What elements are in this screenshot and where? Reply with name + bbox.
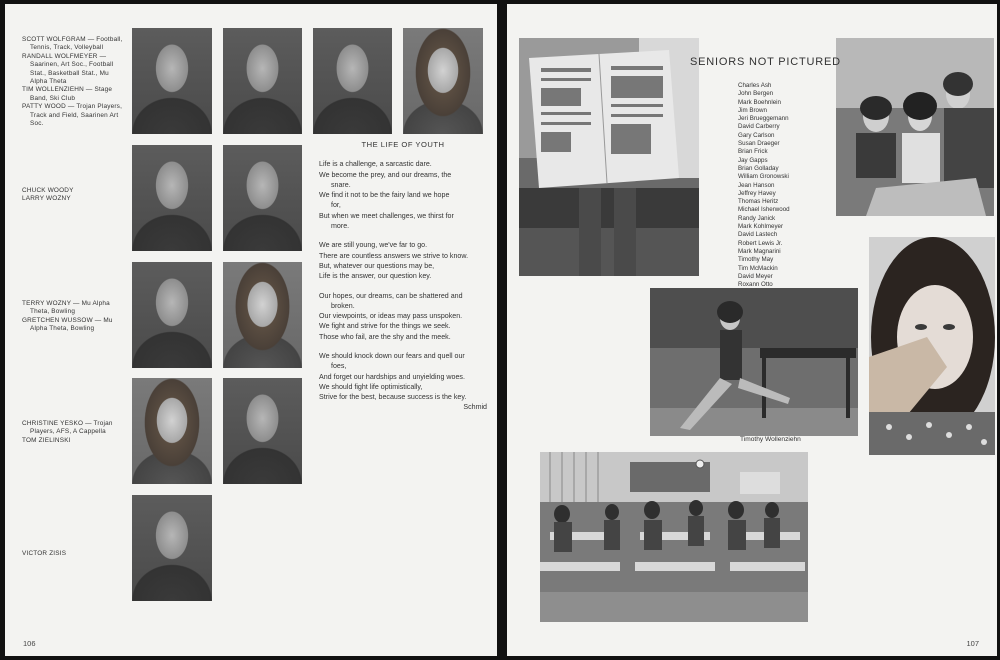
poem-line: for, xyxy=(331,201,341,210)
poem-line: We should knock down our fears and quell our xyxy=(319,352,465,361)
caption-line: Soc. xyxy=(30,120,44,128)
poem xyxy=(319,140,487,412)
poem-line: We become the prey, and our dreams, the xyxy=(319,170,452,179)
portrait-photo xyxy=(132,378,212,484)
portrait-photo xyxy=(132,262,212,368)
senior-name: Gary Carlson xyxy=(738,131,775,139)
caption-line: CHUCK WOODY xyxy=(22,187,74,194)
senior-name: Jean Hanson xyxy=(738,181,775,189)
caption-line: SCOTT WOLFGRAM — Football, xyxy=(22,36,123,43)
poem-line: broken. xyxy=(331,301,355,310)
senior-name: Michael Isherwood xyxy=(738,206,790,214)
portrait-photo xyxy=(403,28,483,134)
caption-line: Track and Field, Saarinen Art xyxy=(30,111,119,119)
senior-name: Brian Golladay xyxy=(738,164,779,172)
caption-line: Stat., Basketball Stat., Mu xyxy=(30,69,109,77)
senior-name: Robert Lewis Jr. xyxy=(738,239,783,247)
poem-stanza xyxy=(319,240,487,281)
candid-photo-seated xyxy=(650,288,858,436)
poem-line: snare. xyxy=(331,180,351,189)
senior-name: Mark Kohlmeyer xyxy=(738,223,784,231)
senior-name: Jeri Brueggemann xyxy=(738,115,789,123)
poem-line: Life is a challenge, a sarcastic dare. xyxy=(319,160,432,169)
candid-photo-newspaper xyxy=(519,38,699,276)
poem-line: But, whatever our questions may be, xyxy=(319,261,435,270)
portrait-photo xyxy=(132,145,212,251)
caption-line: PATTY WOOD — Trojan Players, xyxy=(22,103,123,111)
senior-name: William Gronowski xyxy=(738,173,789,181)
caption-line: Players, AFS, A Cappella xyxy=(30,428,106,436)
poem-line: There are countless answers we strive to know. xyxy=(319,251,469,260)
poem-stanza xyxy=(319,159,487,231)
caption-group-3 xyxy=(22,300,134,334)
candid-photo-classroom xyxy=(540,452,808,622)
caption-line: Tennis, Track, Volleyball xyxy=(30,44,104,52)
senior-name: Mark Magnarini xyxy=(738,247,781,255)
poem-line: Life is the answer, our question key. xyxy=(319,272,432,281)
senior-name: Brian Frick xyxy=(738,148,768,156)
senior-name: Timothy May xyxy=(738,256,774,264)
caption-line: RANDALL WOLFMEYER — xyxy=(22,52,107,60)
poem-line: We find it not to be the fairy land we hope xyxy=(319,191,450,200)
caption-line: Saarinen, Art Soc., Football xyxy=(30,61,114,69)
candid-photo-group xyxy=(836,38,994,216)
caption-group-1 xyxy=(22,36,134,128)
poem-line: more. xyxy=(331,222,350,231)
senior-name: Jim Brown xyxy=(738,106,767,114)
senior-name: Roxann Otto xyxy=(738,281,773,289)
poem-author: Schmid xyxy=(463,402,487,411)
poem-title: THE LIFE OF YOUTH xyxy=(361,140,445,149)
caption-line: Theta, Bowling xyxy=(30,308,76,316)
senior-name: Charles Ash xyxy=(738,82,772,89)
portrait-photo xyxy=(313,28,392,134)
poem-line: We fight and strive for the things we seek. xyxy=(319,322,451,331)
poem-line: We should fight life optimistically, xyxy=(319,382,423,391)
page-number: 106 xyxy=(23,639,36,648)
poem-line: Strive for the best, because success is the key. xyxy=(319,393,467,402)
candid-photo-girl-eating xyxy=(869,237,995,455)
poem-line: foes, xyxy=(331,362,347,371)
senior-name: Tim McMackin xyxy=(738,264,778,272)
caption-line: Alpha Theta, Bowling xyxy=(30,325,95,333)
poem-line: And forget our hardships and unyielding woes. xyxy=(319,372,465,381)
senior-name: David Meyer xyxy=(738,272,773,280)
poem-line: Our hopes, our dreams, can be shattered and xyxy=(319,291,463,300)
caption-line: CHRISTINE YESKO — Trojan xyxy=(22,420,113,427)
seniors-not-pictured-title: SENIORS NOT PICTURED xyxy=(690,56,841,68)
senior-name: David Carberry xyxy=(738,123,780,131)
senior-name: Susan Draeger xyxy=(738,140,780,148)
caption-group-5 xyxy=(22,550,134,558)
poem-line: Those who fail, are the shy and the meek. xyxy=(319,332,451,341)
poem-line: But when we meet challenges, we thirst for xyxy=(319,211,454,220)
portrait-photo xyxy=(132,28,212,134)
caption-line: TOM ZIELINSKI xyxy=(22,436,71,444)
portrait-photo xyxy=(223,262,302,368)
caption-group-2 xyxy=(22,187,134,204)
page-number: 107 xyxy=(966,639,979,648)
poem-line: We are still young, we've far to go. xyxy=(319,241,428,250)
poem-stanza xyxy=(319,291,487,342)
senior-name: Mark Boehnlein xyxy=(738,98,781,106)
portrait-photo xyxy=(132,495,212,601)
caption-line: LARRY WOZNY xyxy=(22,195,71,203)
poem-stanza xyxy=(319,351,487,402)
portrait-photo xyxy=(223,28,302,134)
caption-group-4 xyxy=(22,420,134,445)
caption-line: Alpha Theta xyxy=(30,78,67,86)
senior-name: David Lastech xyxy=(738,231,778,239)
photo-caption: Timothy Wollenziehn xyxy=(740,436,801,443)
senior-name: Randy Janick xyxy=(738,214,776,222)
senior-name: Jay Gapps xyxy=(738,156,768,164)
senior-name: John Bergen xyxy=(738,90,774,98)
caption-line: TERRY WOZNY — Mu Alpha xyxy=(22,300,110,307)
senior-name: Jeffrey Havey xyxy=(738,189,776,197)
caption-line: VICTOR ZISIS xyxy=(22,550,67,557)
portrait-photo xyxy=(223,145,302,251)
poem-line: Our viewpoints, or ideas may pass unspoken. xyxy=(319,312,463,321)
caption-line: Band, Ski Club xyxy=(30,94,76,102)
senior-name: Thomas Heritz xyxy=(738,198,779,206)
caption-line: TIM WOLLENZIEHN — Stage xyxy=(22,86,113,94)
caption-line: GRETCHEN WUSSOW — Mu xyxy=(22,316,113,324)
portrait-photo xyxy=(223,378,302,484)
